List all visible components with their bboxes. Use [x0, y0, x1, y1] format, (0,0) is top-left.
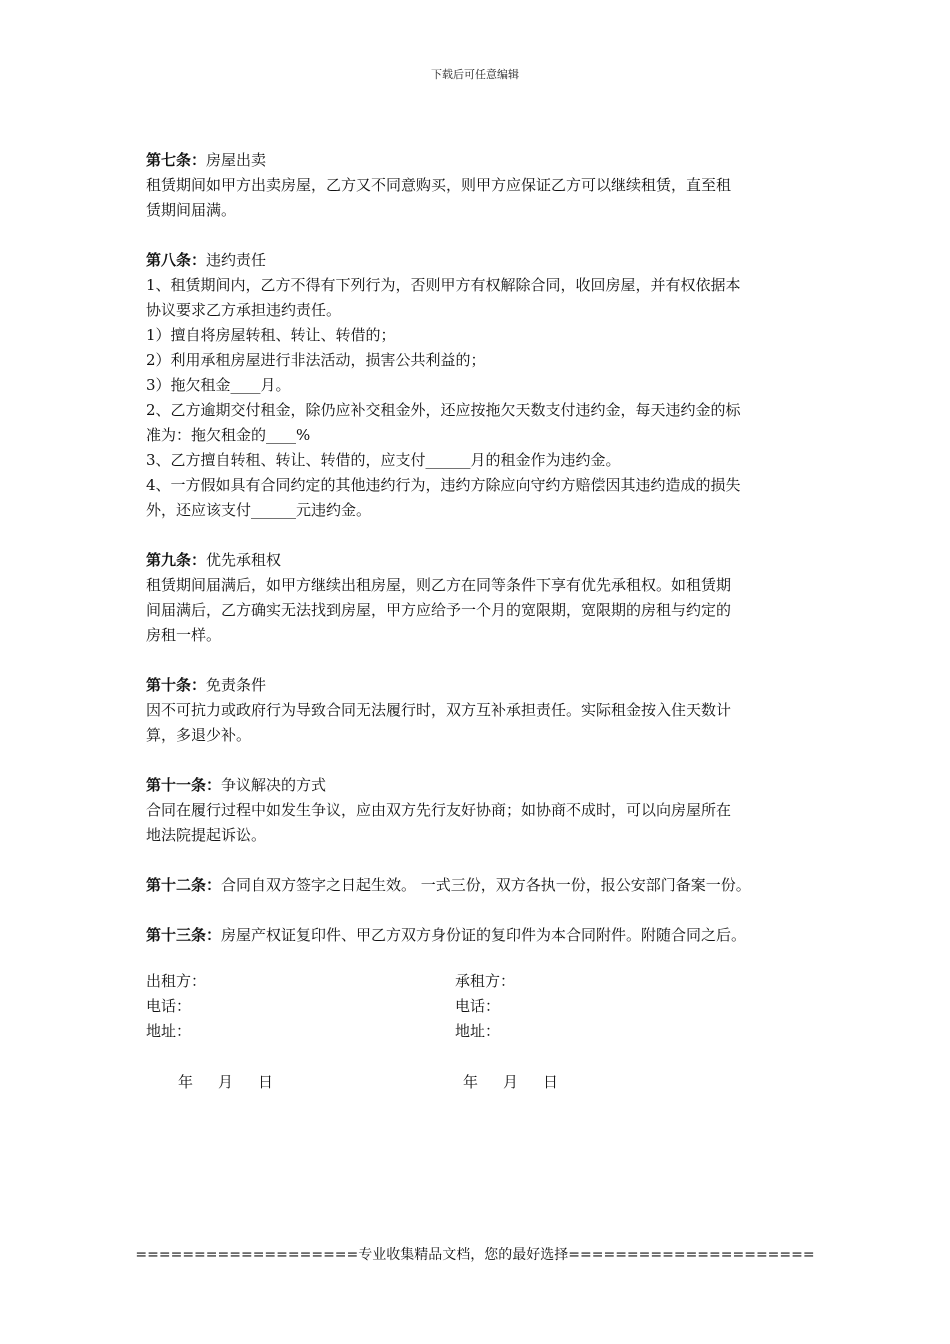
article-8	[146, 248, 818, 523]
article-title: 争议解决的方式	[221, 776, 327, 794]
article-title: 房屋出卖	[206, 151, 267, 169]
contract-body	[146, 148, 818, 973]
lessee-address-label: 地址：	[455, 1022, 501, 1040]
article-7	[146, 148, 818, 223]
lessor-date	[178, 1071, 273, 1092]
lessee-phone-label: 电话：	[455, 997, 501, 1015]
article-line: 1、租赁期间内，乙方不得有下列行为，否则甲方有权解除合同，收回房屋，并有权依据本	[146, 276, 741, 294]
article-line: 2、乙方逾期交付租金，除仍应补交租金外，还应按拖欠天数支付违约金，每天违约金的标	[146, 401, 741, 419]
article-title: 优先承租权	[206, 551, 282, 569]
article-heading	[146, 248, 818, 273]
lessee-label: 承租方：	[455, 972, 516, 990]
article-title: 合同自双方签字之日起生效。 一式三份，双方各执一份，报公安部门备案一份。	[221, 876, 751, 894]
article-line: 1）擅自将房屋转租、转让、转借的；	[146, 326, 396, 344]
article-9	[146, 548, 818, 648]
article-number: 第十条：	[146, 676, 207, 694]
lessor-phone-label: 电话：	[146, 997, 192, 1015]
article-line: 准为：拖欠租金的____%	[146, 426, 311, 444]
article-line: 3）拖欠租金____月。	[146, 376, 291, 394]
article-heading	[146, 148, 818, 173]
article-line: 房租一样。	[146, 626, 222, 644]
article-title: 免责条件	[206, 676, 267, 694]
article-number: 第十三条：	[146, 926, 222, 944]
date-year: 年	[178, 1073, 194, 1091]
article-10	[146, 673, 818, 748]
article-line: 算，多退少补。	[146, 726, 252, 744]
article-line: 2）利用承租房屋进行非法活动，损害公共利益的；	[146, 351, 486, 369]
article-heading	[146, 673, 818, 698]
page-header: 下载后可任意编辑	[431, 68, 519, 81]
lessee-date	[463, 1071, 558, 1092]
article-number: 第七条：	[146, 151, 207, 169]
article-line: 合同在履行过程中如发生争议，应由双方先行友好协商；如协商不成时，可以向房屋所在	[146, 801, 732, 819]
article-heading	[146, 773, 818, 798]
lessor-label: 出租方：	[146, 972, 207, 990]
date-month: 月	[218, 1073, 234, 1091]
article-number: 第八条：	[146, 251, 207, 269]
article-line: 租赁期间届满后，如甲方继续出租房屋，则乙方在同等条件下享有优先承租权。如租赁期	[146, 576, 732, 594]
page-footer: ===================专业收集精品文档，您的最好选择=====================	[135, 1247, 815, 1263]
article-heading	[146, 548, 818, 573]
article-line: 地法院提起诉讼。	[146, 826, 267, 844]
article-line: 租赁期间如甲方出卖房屋，乙方又不同意购买，则甲方应保证乙方可以继续租赁，直至租	[146, 176, 732, 194]
date-month: 月	[503, 1073, 519, 1091]
article-11	[146, 773, 818, 848]
article-title: 违约责任	[206, 251, 267, 269]
article-line: 协议要求乙方承担违约责任。	[146, 301, 342, 319]
article-heading	[146, 923, 818, 948]
lessor-address-label: 地址：	[146, 1022, 192, 1040]
article-line: 3、乙方擅自转租、转让、转借的，应支付______月的租金作为违约金。	[146, 451, 621, 469]
article-line: 赁期间届满。	[146, 201, 237, 219]
article-13	[146, 923, 818, 948]
article-line: 4、一方假如具有合同约定的其他违约行为，违约方除应向守约方赔偿因其违约造成的损失	[146, 476, 741, 494]
date-day: 日	[258, 1073, 274, 1091]
article-title: 房屋产权证复印件、甲乙方双方身份证的复印件为本合同附件。附随合同之后。	[221, 926, 747, 944]
article-12	[146, 873, 818, 898]
date-year: 年	[463, 1073, 479, 1091]
article-line: 因不可抗力或政府行为导致合同无法履行时，双方互补承担责任。实际租金按入住天数计	[146, 701, 732, 719]
date-day: 日	[543, 1073, 559, 1091]
article-line: 外，还应该支付______元违约金。	[146, 501, 372, 519]
article-number: 第九条：	[146, 551, 207, 569]
article-number: 第十一条：	[146, 776, 222, 794]
article-number: 第十二条：	[146, 876, 222, 894]
article-line: 间届满后，乙方确实无法找到房屋，甲方应给予一个月的宽限期，宽限期的房租与约定的	[146, 601, 732, 619]
article-heading	[146, 873, 818, 898]
signature-block	[146, 969, 818, 1044]
